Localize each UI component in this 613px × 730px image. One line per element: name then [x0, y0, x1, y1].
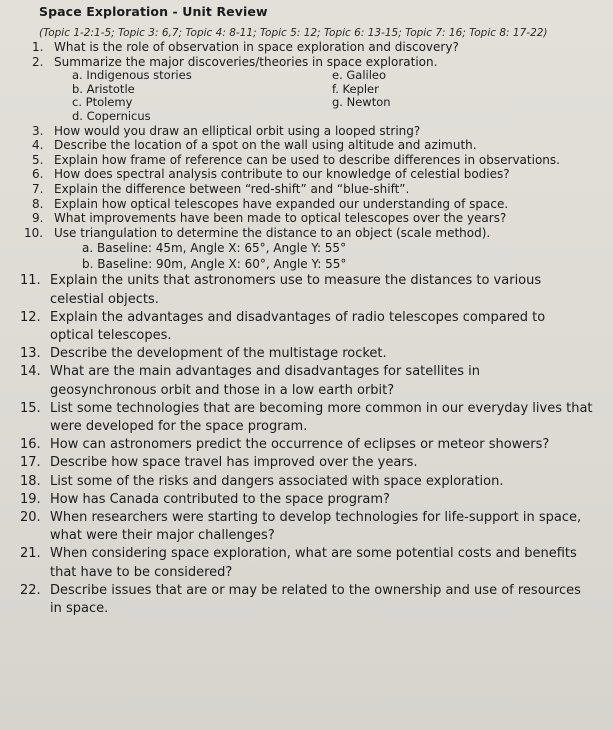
page-title: Space Exploration - Unit Review — [39, 4, 268, 19]
topic-list: (Topic 1-2:1-5; Topic 3: 6,7; Topic 4: 8-11; Topic 5: 12; Topic 6: 13-15; Topic 7: 16; Topic 8: 17-22) — [39, 27, 548, 39]
q10-item-a: a. Baseline: 45m, Angle X: 65°, Angle Y: 55° — [82, 241, 347, 256]
question-11: 11. Explain the units that astronomers use to measure the distances to various celestial objects. — [20, 273, 542, 307]
question-10-items — [82, 240, 599, 272]
question-list-mid — [14, 124, 599, 241]
question-19: 19. How has Canada contributed to the space program? — [20, 491, 390, 507]
question-18: 18. List some of the risks and dangers associated with space exploration. — [20, 473, 504, 489]
question-15: 15. List some technologies that are becoming more common in our everyday lives that were developed for the space program. — [20, 400, 593, 434]
question-20: 20. When researchers were starting to develop technologies for life-support in space, what were their major challenges? — [20, 509, 582, 544]
question-4: 4. Describe the location of a spot on the wall using altitude and azimuth. — [32, 138, 477, 153]
option-g: g. Newton — [332, 95, 391, 110]
question-8: 8. Explain how optical telescopes have expanded our understanding of space. — [32, 196, 509, 211]
option-e: e. Galileo — [332, 68, 387, 83]
question-2: 2. Summarize the major discoveries/theories in space exploration. — [32, 54, 438, 69]
question-3: 3. How would you draw an elliptical orbit using a looped string? — [32, 123, 421, 138]
option-f: f. Kepler — [332, 81, 379, 96]
question-12: 12. Explain the advantages and disadvantages of radio telescopes compared to optical telescopes. — [20, 309, 546, 343]
option-c: c. Ptolemy — [72, 95, 133, 110]
question-5: 5. Explain how frame of reference can be used to describe differences in observations. — [32, 152, 560, 167]
question-list-bottom — [14, 272, 599, 618]
option-empty — [332, 110, 532, 124]
question-1: 1. What is the role of observation in space exploration and discovery? — [32, 40, 459, 54]
question-13: 13. Describe the development of the multistage rocket. — [20, 346, 387, 362]
q10-item-b: b. Baseline: 90m, Angle X: 60°, Angle Y: 55° — [82, 257, 347, 272]
option-d: d. Copernicus — [72, 108, 151, 123]
question-22: 22. Describe issues that are or may be related to the ownership and use of resources in space. — [20, 582, 581, 616]
question-2-options — [72, 69, 599, 123]
question-10: 10. Use triangulation to determine the distance to an object (scale method). — [24, 225, 491, 240]
question-list-top — [14, 40, 599, 69]
option-a: a. Indigenous stories — [72, 68, 192, 83]
question-7: 7. Explain the difference between “red-shift” and “blue-shift”. — [32, 181, 410, 196]
option-b: b. Aristotle — [72, 81, 135, 96]
question-6: 6. How does spectral analysis contribute to our knowledge of celestial bodies? — [32, 167, 510, 182]
question-14: 14. What are the main advantages and disadvantages for satellites in geosynchronous orbit and those in a low earth orbit? — [20, 364, 480, 398]
question-16: 16. How can astronomers predict the occurrence of eclipses or meteor showers? — [20, 437, 550, 453]
question-17: 17. Describe how space travel has improved over the years. — [20, 455, 418, 471]
question-21: 21. When considering space exploration, what are some potential costs and benefits that have to be considered? — [20, 546, 577, 580]
question-9: 9. What improvements have been made to optical telescopes over the years? — [32, 211, 507, 226]
